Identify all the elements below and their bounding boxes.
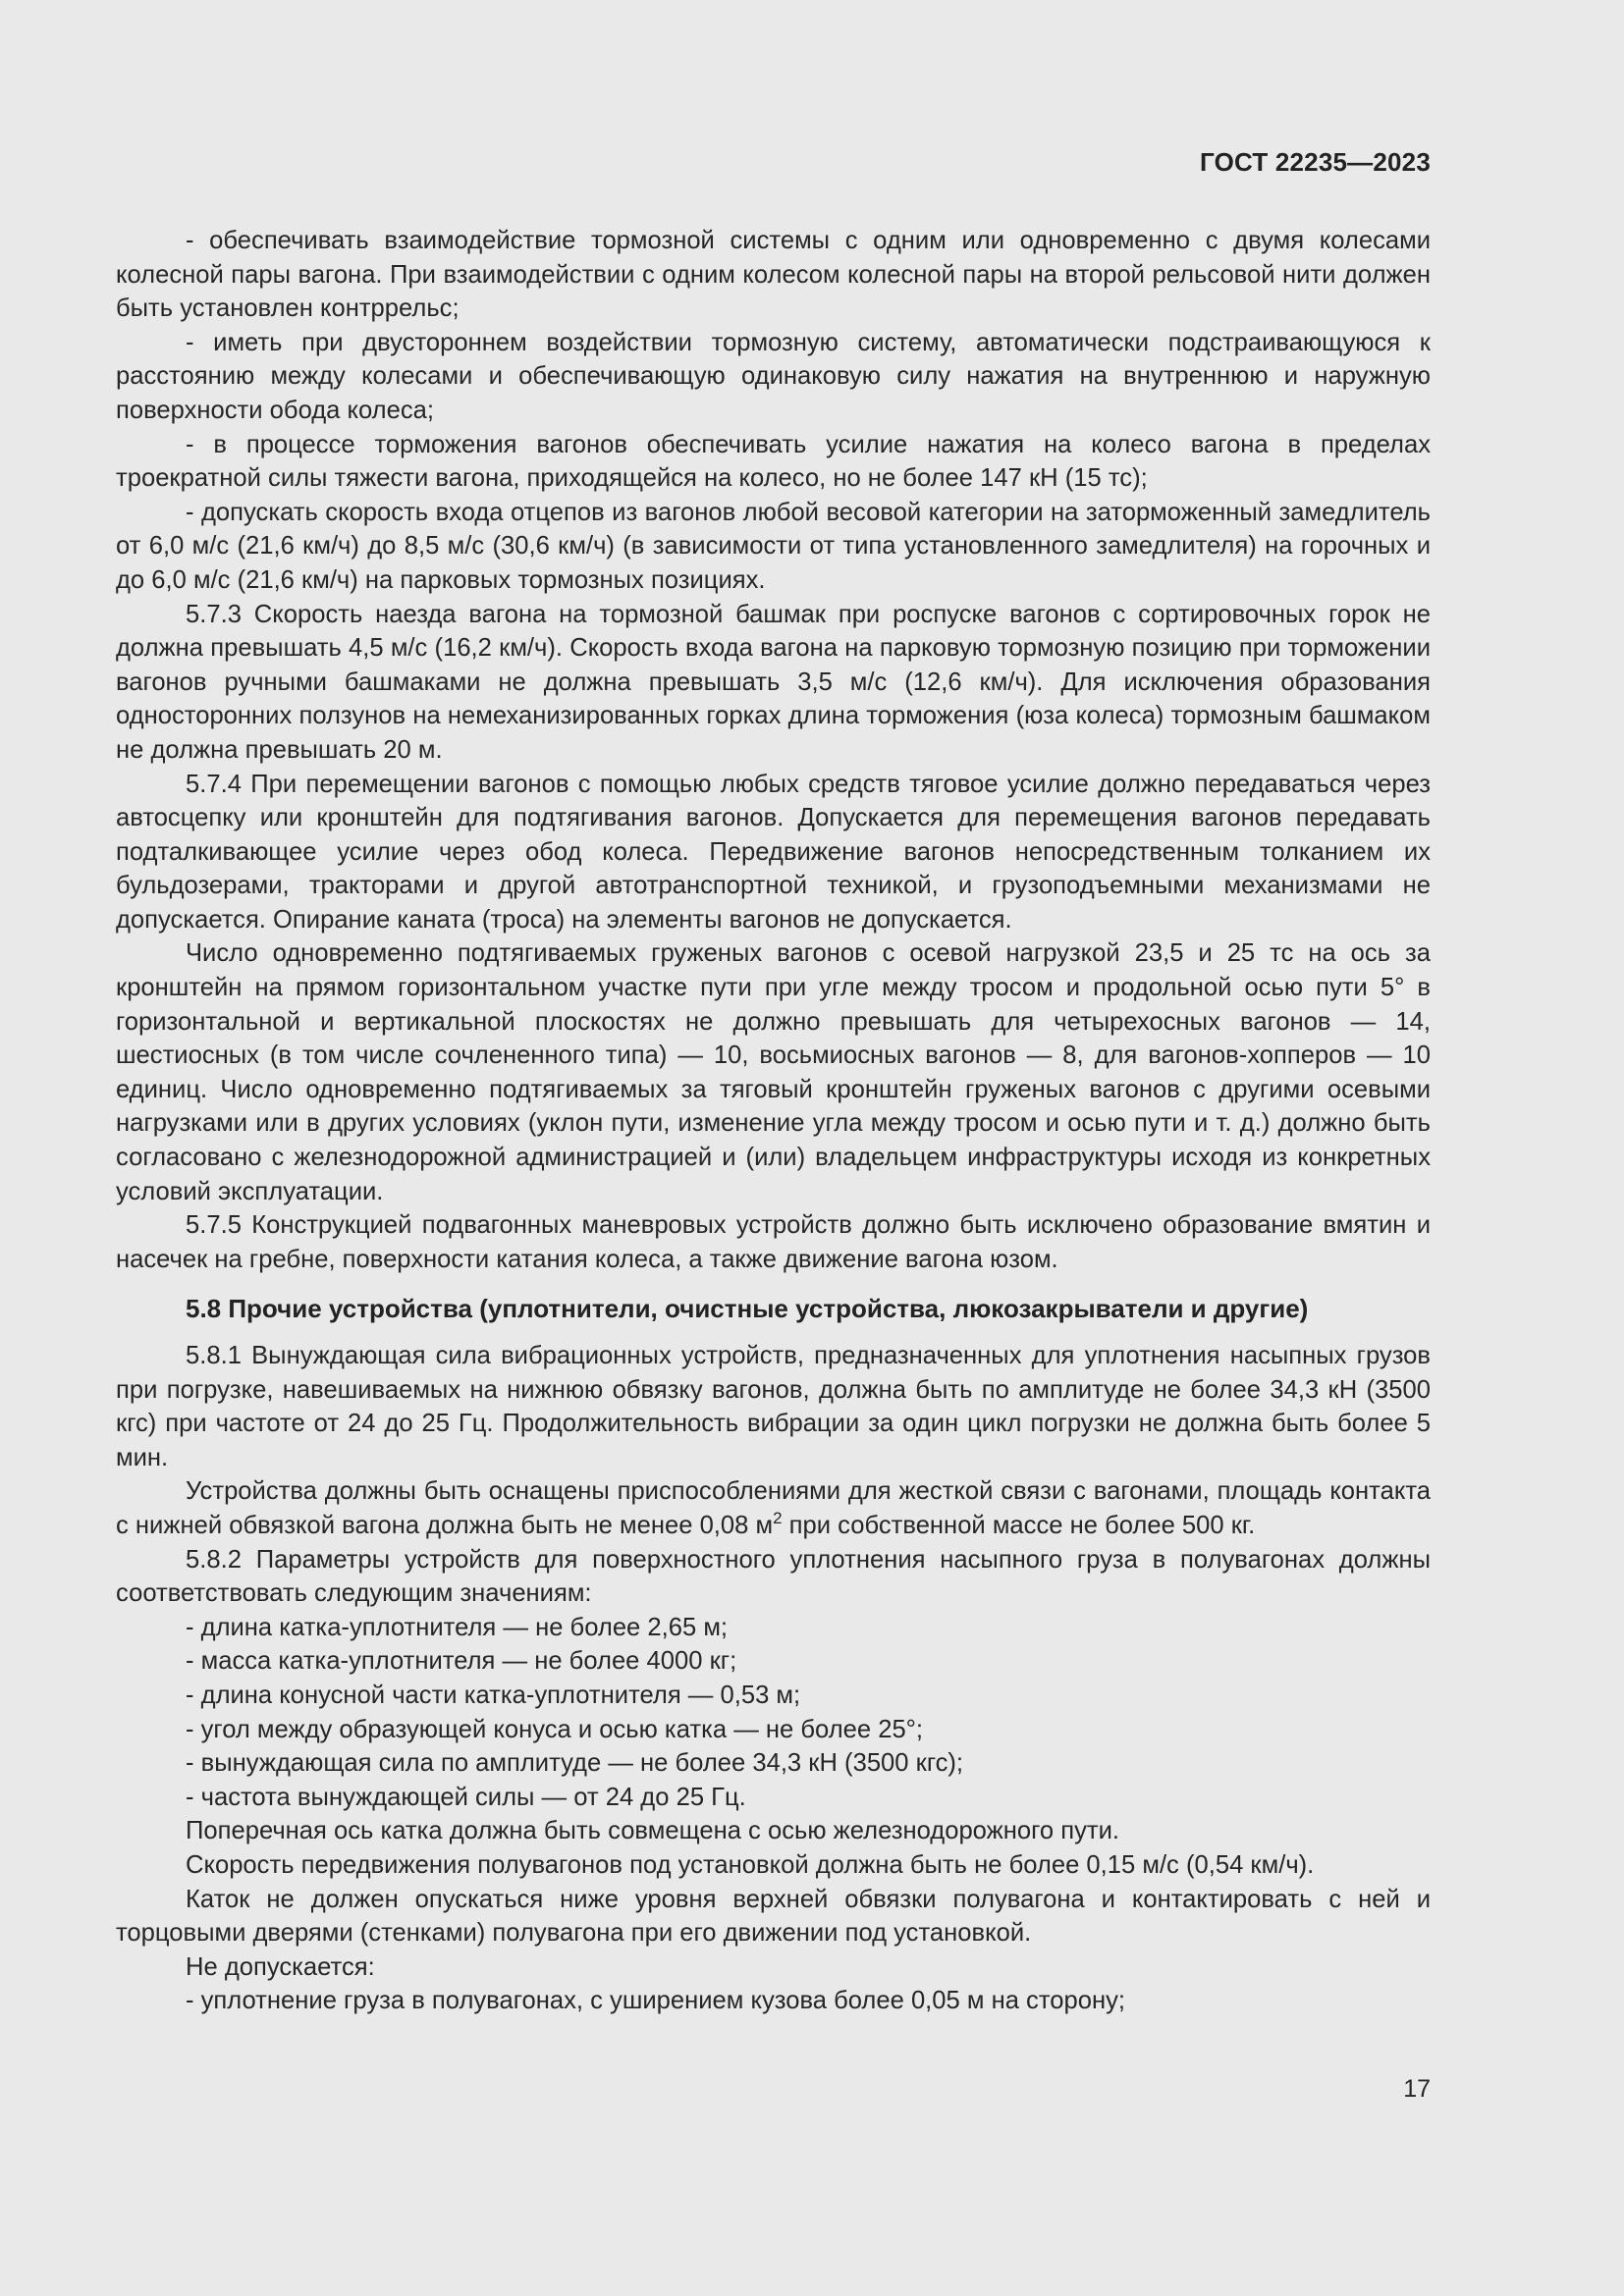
- paragraph-5-8-2: 5.8.2 Параметры устройств для поверхностного уплотнения насыпного груза в полувагонах должны соответствовать следующим значениям:: [116, 1545, 1431, 1608]
- paragraph: - обеспечивать взаимодействие тормозной системы с одним или одновременно с двумя колесами колесной пары вагона. При взаимодействии с одним колесом колесной пары на второй рельсовой нити должен быть установлен контррельс;: [116, 227, 1431, 323]
- paragraph: - иметь при двустороннем воздействии тормозную систему, автоматически подстраивающуюся к расстоянию между колесами и обеспечивающую одинаковую силу нажатия на внутреннюю и наружную поверхности обода колеса;: [116, 328, 1431, 424]
- paragraph: Не допускается:: [186, 1952, 375, 1981]
- document-body: [116, 224, 1431, 2018]
- list-item: - вынуждающая сила по амплитуде — не более 34,3 кН (3500 кгс);: [186, 1749, 964, 1778]
- paragraph-text: Устройства должны быть оснащены приспособлениями для жесткой связи с вагонами, площадь контакта с нижней обвязкой вагона должна быть не менее 0,08 м: [116, 1477, 1431, 1539]
- document-code-header: ГОСТ 22235—2023: [1200, 147, 1431, 177]
- list-item: - длина катка-уплотнителя — не более 2,65 м;: [186, 1613, 729, 1641]
- paragraph: Поперечная ось катка должна быть совмещена с осью железнодорожного пути.: [186, 1817, 1120, 1845]
- list-item: - длина конусной части катка-уплотнителя — 0,53 м;: [186, 1681, 801, 1709]
- paragraph: - в процессе торможения вагонов обеспечивать усилие нажатия на колесо вагона в пределах троекратной силы тяжести вагона, приходящейся на колесо, но не более 147 кН (15 тс);: [116, 430, 1431, 493]
- paragraph: [116, 1474, 1431, 1542]
- superscript: 2: [773, 1508, 783, 1527]
- paragraph-5-7-4: 5.7.4 При перемещении вагонов с помощью любых средств тяговое усилие должно передаваться через автосцепку или кронштейн для подтягивания вагонов. Допускается для перемещения вагонов передавать подталкивающее усилие через обод колеса. Передвижение вагонов непосредственным толканием их бульдозерами, тракторами и другой автотранспортной техникой, и грузоподъемными механизмами не допускается. Опирание каната (троса) на элементы вагонов не допускается.: [116, 770, 1431, 934]
- page-number: 17: [1403, 2075, 1431, 2103]
- paragraph-5-7-5: 5.7.5 Конструкцией подвагонных маневровых устройств должно быть исключено образование вмятин и насечек на гребне, поверхности катания колеса, а также движение вагона юзом.: [116, 1211, 1431, 1273]
- paragraph-5-7-3: 5.7.3 Скорость наезда вагона на тормозной башмак при роспуске вагонов с сортировочных горок не должна превышать 4,5 м/с (16,2 км/ч). Скорость входа вагона на парковую тормозную позицию при торможении вагонов ручными башмаками не должна превышать 3,5 м/с (12,6 км/ч). Для исключения образования односторонних ползунов на немеханизированных горках длина торможения (юза колеса) тормозным башмаком не должна превышать 20 м.: [116, 600, 1431, 764]
- paragraph: Число одновременно подтягиваемых груженых вагонов с осевой нагрузкой 23,5 и 25 тс на ось за кронштейн на прямом горизонтальном участке пути при угле между тросом и продольной осью пути 5° в горизонтальной и вертикальной плоскостях не должно превышать для четырехосных вагонов — 14, шестиосных (в том числе сочлененного типа) — 10, восьмиосных вагонов — 8, для вагонов-хопперов — 10 единиц. Число одновременно подтягиваемых за тяговый кронштейн груженых вагонов с другими осевыми нагрузками или в других условиях (уклон пути, изменение угла между тросом и осью пути и т. д.) должно быть согласовано с железнодорожной администрацией и (или) владельцем инфраструктуры исходя из конкретных условий эксплуатации.: [116, 939, 1431, 1205]
- list-item: - угол между образующей конуса и осью катка — не более 25°;: [186, 1715, 924, 1743]
- paragraph: - допускать скорость входа отцепов из вагонов любой весовой категории на заторможенный замедлитель от 6,0 м/с (21,6 км/ч) до 8,5 м/с (30,6 км/ч) (в зависимости от типа установленного замедлителя) на горочных и до 6,0 м/с (21,6 км/ч) на парковых тормозных позициях.: [116, 498, 1431, 594]
- list-item: - частота вынуждающей силы — от 24 до 25 Гц.: [186, 1783, 746, 1811]
- paragraph-5-8-1: 5.8.1 Вынуждающая сила вибрационных устройств, предназначенных для уплотнения насыпных грузов при погрузке, навешиваемых на нижнюю обвязку вагонов, должна быть по амплитуде не более 34,3 кН (3500 кгс) при частоте от 24 до 25 Гц. Продолжительность вибрации за один цикл погрузки не должна быть более 5 мин.: [116, 1342, 1431, 1471]
- paragraph-text: при собственной массе не более 500 кг.: [782, 1511, 1256, 1539]
- paragraph: Скорость передвижения полувагонов под установкой должна быть не более 0,15 м/с (0,54 км/ч).: [186, 1850, 1315, 1879]
- section-heading-5-8: 5.8 Прочие устройства (уплотнители, очистные устройства, люкозакрыватели и другие): [186, 1294, 1309, 1324]
- paragraph: - уплотнение груза в полувагонах, с уширением кузова более 0,05 м на сторону;: [186, 1987, 1126, 2015]
- list-item: - масса катка-уплотнителя — не более 4000 кг;: [186, 1647, 737, 1676]
- paragraph: Каток не должен опускаться ниже уровня верхней обвязки полувагона и контактировать с ней и торцовыми дверями (стенками) полувагона при его движении под установкой.: [116, 1885, 1431, 1948]
